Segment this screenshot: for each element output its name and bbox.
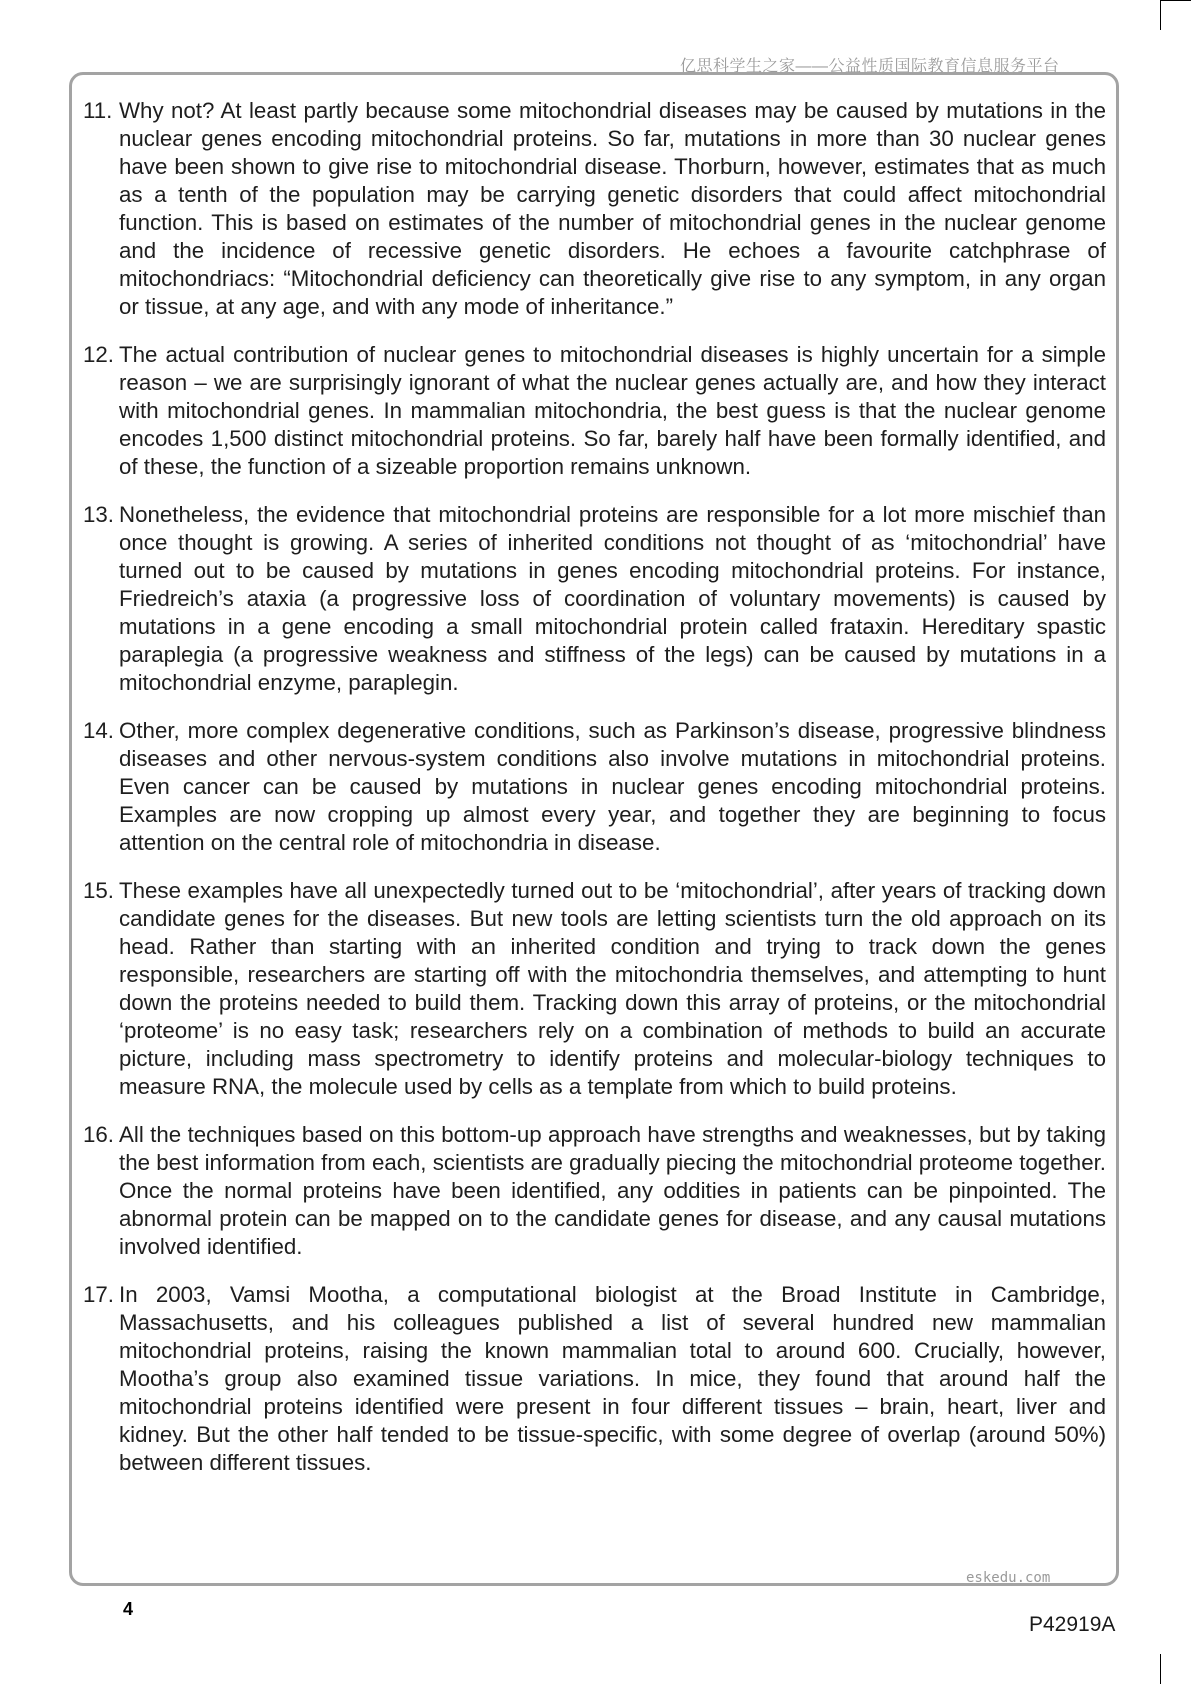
footer-watermark: eskedu.com <box>966 1570 1051 1586</box>
paragraph-number: 14. <box>83 718 114 743</box>
paragraph-17 <box>83 1281 1106 1477</box>
paragraph-text: In 2003, Vamsi Mootha, a computational biologist at the Broad Institute in Cambridge, Massachusetts, and his colleagues published a list of several hundred new mammalian mitochondrial proteins, raising the known mammalian total to around 600. Crucially, however, Mootha’s group also examined tissue variations. In mice, they found that around half the mitochondrial proteins identified were present in four different tissues – brain, heart, liver and kidney. But the other half tended to be tissue-specific, with some degree of overlap (around 50%) between different tissues. <box>119 1282 1106 1475</box>
paragraph-number: 13. <box>83 502 114 527</box>
paragraph-text: Other, more complex degenerative conditions, such as Parkinson’s disease, progressive blindness diseases and other nervous-system conditions also involve mutations in mitochondrial proteins. Even cancer can be caused by mutations in nuclear genes encoding mitochondrial proteins. Examples are now cropping up almost every year, and together they are beginning to focus attention on the central role of mitochondria in disease. <box>119 718 1106 855</box>
paragraph-14 <box>83 717 1106 857</box>
crop-mark <box>1160 1654 1161 1684</box>
paragraph-text: These examples have all unexpectedly turned out to be ‘mitochondrial’, after years of tracking down candidate genes for the diseases. But new tools are letting scientists turn the old approach on its head. Rather than starting with an inherited condition and trying to track down the genes responsible, researchers are starting off with the mitochondria themselves, and attempting to hunt down the proteins needed to build them. Tracking down this array of proteins, or the mitochondrial ‘proteome’ is no easy task; researchers rely on a combination of methods to build an accurate picture, including mass spectrometry to identify proteins and molecular-biology techniques to measure RNA, the molecule used by cells as a template from which to build proteins. <box>119 878 1106 1099</box>
paragraph-number: 15. <box>83 878 114 903</box>
paragraph-16 <box>83 1121 1106 1261</box>
paragraph-11 <box>83 97 1106 321</box>
crop-mark <box>1160 0 1161 30</box>
paragraph-13 <box>83 501 1106 697</box>
crop-mark <box>1161 0 1191 1</box>
paragraph-text: All the techniques based on this bottom-up approach have strengths and weaknesses, but by taking the best information from each, scientists are gradually piecing the mitochondrial proteome together. Once the normal proteins have been identified, any oddities in patients can be pinpointed. The abnormal protein can be mapped on to the candidate genes for disease, and any causal mutations involved identified. <box>119 1122 1106 1259</box>
paragraph-number: 12. <box>83 342 114 367</box>
paragraph-number: 17. <box>83 1282 114 1307</box>
paragraph-number: 16. <box>83 1122 114 1147</box>
document-code: P42919A <box>1029 1613 1116 1636</box>
paragraph-12 <box>83 341 1106 481</box>
paragraph-text: The actual contribution of nuclear genes to mitochondrial diseases is highly uncertain for a simple reason – we are surprisingly ignorant of what the nuclear genes actually are, and how they interact with mitochondrial genes. In mammalian mitochondria, the best guess is that the nuclear genome encodes 1,500 distinct mitochondrial proteins. So far, barely half have been formally identified, and of these, the function of a sizeable proportion remains unknown. <box>119 342 1106 479</box>
page-number: 4 <box>123 1599 134 1619</box>
paragraph-text: Why not? At least partly because some mitochondrial diseases may be caused by mutations in the nuclear genes encoding mitochondrial proteins. So far, mutations in more than 30 nuclear genes have been shown to give rise to mitochondrial disease. Thorburn, however, estimates that as much as a tenth of the population may be carrying genetic disorders that could affect mitochondrial function. This is based on estimates of the number of mitochondrial genes in the nuclear genome and the incidence of recessive genetic disorders. He echoes a favourite catchphrase of mitochondriacs: “Mitochondrial deficiency can theoretically give rise to any symptom, in any organ or tissue, at any age, and with any mode of inheritance.” <box>119 98 1106 319</box>
header-watermark: 亿思科学生之家——公益性质国际教育信息服务平台 <box>680 58 1060 75</box>
paragraph-text: Nonetheless, the evidence that mitochondrial proteins are responsible for a lot more mischief than once thought is growing. A series of inherited conditions not thought of as ‘mitochondrial’ have turned out to be caused by mutations in genes encoding mitochondrial proteins. For instance, Friedreich’s ataxia (a progressive loss of coordination of voluntary movements) is caused by mutations in a gene encoding a small mitochondrial protein called frataxin. Hereditary spastic paraplegia (a progressive weakness and stiffness of the legs) can be caused by mutations in a mitochondrial enzyme, paraplegin. <box>119 502 1106 695</box>
paragraph-number: 11. <box>83 98 113 123</box>
passage-body <box>83 97 1106 1497</box>
paragraph-15 <box>83 877 1106 1101</box>
